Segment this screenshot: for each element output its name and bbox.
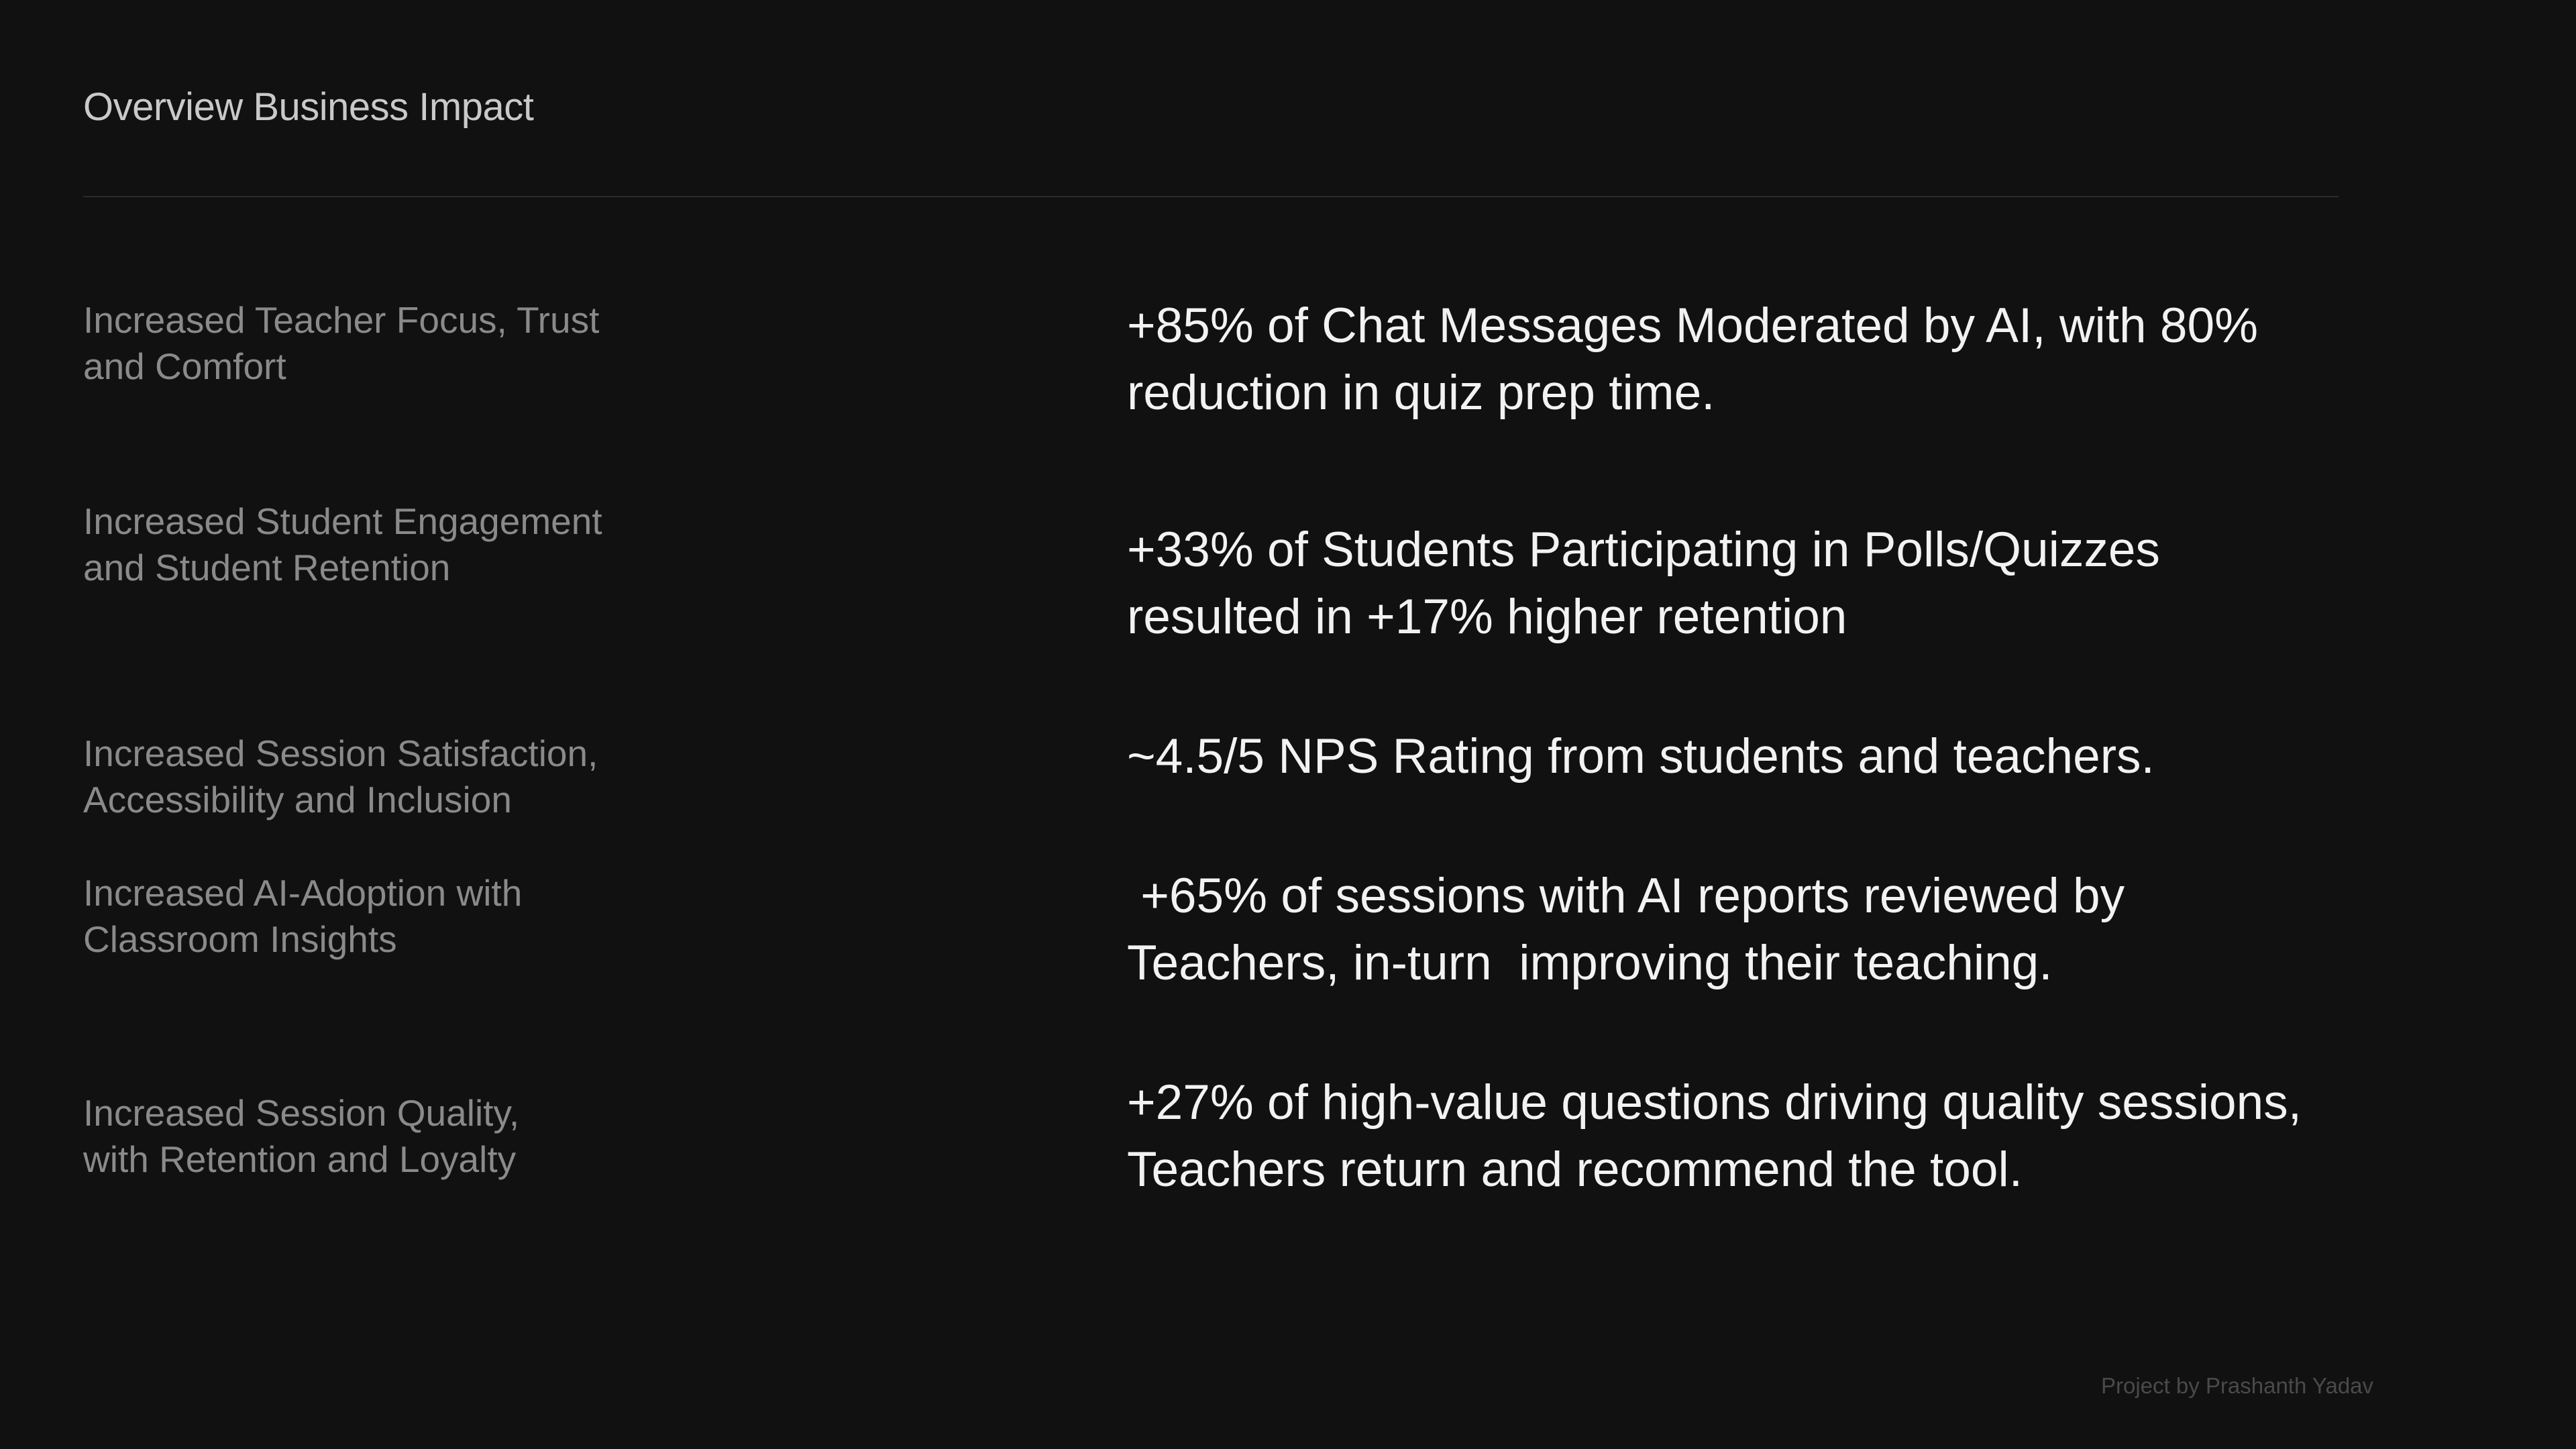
impact-metric-chat-moderation: +85% of Chat Messages Moderated by AI, with 80% reduction in quiz prep time. [1127,299,2259,420]
impact-metric-high-value-questions: +27% of high-value questions driving quality sessions, Teachers return and recommend the tool. [1127,1075,2302,1197]
impact-metric-ai-reports: +65% of sessions with AI reports reviewed by Teachers, in-turn improving their teaching. [1127,869,2125,990]
impact-label-session-quality: Increased Session Quality, with Retention and Loyalty [83,1092,520,1180]
impact-label-session-satisfaction: Increased Session Satisfaction, Accessibility and Inclusion [83,733,598,820]
page-title: Overview Business Impact [83,85,534,129]
impact-label-teacher-focus: Increased Teacher Focus, Trust and Comfort [83,299,600,387]
impact-label-student-engagement: Increased Student Engagement and Student Retention [83,500,602,588]
header-divider [83,196,2339,197]
footer-credit: Project by Prashanth Yadav [2101,1373,2374,1398]
impact-metric-nps-rating: ~4.5/5 NPS Rating from students and teachers. [1127,729,2155,784]
impact-label-ai-adoption: Increased AI-Adoption with Classroom Insights [83,872,523,960]
impact-metric-student-participation: +33% of Students Participating in Polls/Quizzes resulted in +17% higher retention [1127,523,2160,644]
